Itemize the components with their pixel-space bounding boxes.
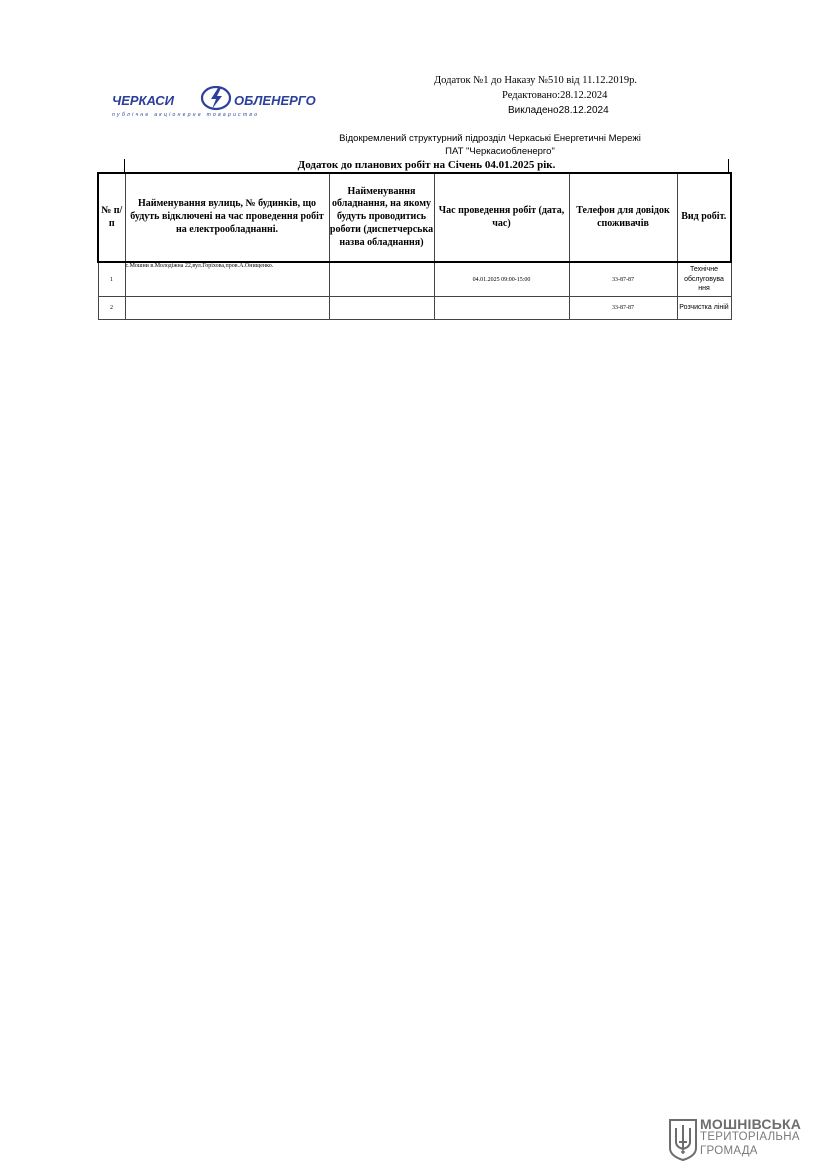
row-time: 04.01.2025 09:00-15:00	[434, 262, 569, 297]
division-name: Відокремлений структурний підрозділ Черкаські Енергетичні Мережі	[339, 133, 641, 144]
document-title: Додаток до планових робіт на Січень 04.01.2025 рік.	[297, 159, 556, 171]
row-number: 2	[98, 297, 125, 320]
row-work-type: Технічне обслуговува ння	[677, 262, 731, 297]
posted-date: Викладено28.12.2024	[508, 105, 609, 116]
logo-right-text: ОБЛЕНЕРГО	[234, 93, 316, 108]
planned-works-table	[97, 172, 732, 320]
row-address	[125, 297, 329, 320]
row-phone: 33-87-87	[569, 262, 677, 297]
row-number: 1	[98, 262, 125, 297]
edited-date: Редактовано:28.12.2024	[502, 90, 608, 101]
bolt-icon	[202, 87, 230, 109]
row-time	[434, 297, 569, 320]
table-header-row	[98, 173, 731, 262]
logo-tagline: публічне акціонерне товариство	[112, 112, 260, 118]
table-row	[98, 262, 731, 297]
col-header-work-type: Вид робіт.	[677, 173, 731, 262]
trident-icon	[668, 1116, 698, 1162]
company-logo	[112, 84, 334, 120]
community-subtitle-2: ГРОМАДА	[700, 1145, 758, 1157]
row-phone: 33-87-87	[569, 297, 677, 320]
oblenergo-logo-graphic	[112, 84, 334, 120]
col-header-time: Час проведення робіт (дата, час)	[434, 173, 569, 262]
row-address: с.Мошни в.Молодіжна 22,вул.Горіхова,пров.А.Онищенко.	[125, 262, 329, 297]
col-header-streets: Найменування вулиць, № будинків, що будуть відключені на час проведення робіт на електрообладнанні.	[125, 173, 329, 262]
community-name: МОШНІВСЬКА	[700, 1116, 802, 1132]
col-header-phone: Телефон для довідок споживачів	[569, 173, 677, 262]
col-header-number: № п/п	[98, 173, 125, 262]
row-equipment	[329, 297, 434, 320]
addendum-reference: Додаток №1 до Наказу №510 від 11.12.2019р.	[434, 75, 637, 86]
row-equipment	[329, 262, 434, 297]
logo-left-text: ЧЕРКАСИ	[112, 93, 175, 108]
community-subtitle-1: ТЕРИТОРІАЛЬНА	[700, 1131, 800, 1143]
row-work-type: Розчистка ліній	[677, 297, 731, 320]
table-row	[98, 297, 731, 320]
col-header-equipment: Найменування обладнання, на якому будуть проводитись роботи (диспетчерська назва обладнання)	[329, 173, 434, 262]
company-name: ПАТ "Черкасиобленерго"	[445, 146, 555, 157]
